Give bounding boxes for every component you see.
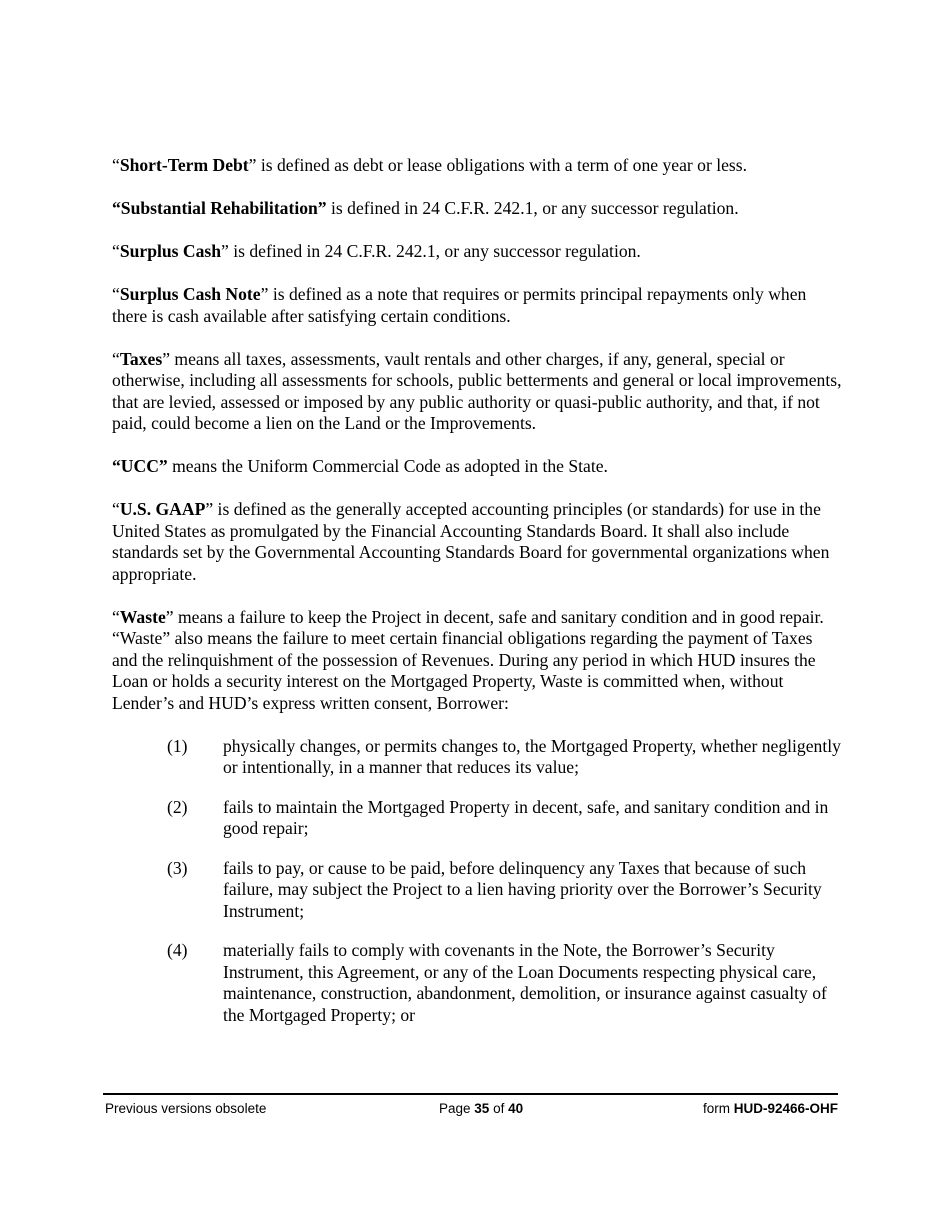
waste-conditions-list [112,736,842,1027]
definition-ucc: “UCC” means the Uniform Commercial Code as adopted in the State. [112,456,608,476]
defined-term: Taxes [119,348,163,369]
list-item-text: materially fails to comply with covenants in the Note, the Borrower’s Security Instrument, this Agreement, or any of the Loan Documents respecting physical care, maintenance, construction, abandonment, demolition, or insurance against casualty of the Mortgaged Property; or [223,940,827,1025]
definition-short-term-debt: “Short-Term Debt” is defined as debt or lease obligations with a term of one year or less. [112,155,747,175]
list-item-number: (3) [167,857,188,878]
defined-term: Waste [119,606,166,627]
defined-term: Surplus Cash Note [119,284,261,304]
definition-substantial-rehabilitation: “Substantial Rehabilitation” is defined in 24 C.F.R. 242.1, or any successor regulation. [112,198,739,218]
definition-surplus-cash-note: “Surplus Cash Note” is defined as a note that requires or permits principal repayments only when there is cash available after satisfying certain conditions. [112,284,807,326]
list-item [112,858,842,923]
list-item-number: (1) [167,735,188,756]
list-item-text: physically changes, or permits changes to, the Mortgaged Property, whether negligently or intentionally, in a manner that reduces its value; [223,735,841,777]
defined-term: “UCC” [112,456,168,476]
defined-term: Short-Term Debt [119,155,249,175]
footer-obsolete-note: Previous versions obsolete [105,1101,267,1116]
list-item-text: fails to pay, or cause to be paid, before delinquency any Taxes that because of such failure, may subject the Project to a lien having priority over the Borrower’s Security Instrument; [223,857,822,921]
list-item-number: (2) [167,796,188,817]
list-item [112,940,842,1026]
form-identifier: form HUD-92466-OHF [702,1101,838,1116]
defined-term: “Substantial Rehabilitation” [112,198,327,218]
defined-term: U.S. GAAP [119,499,206,519]
page-number: Page 35 of 40 [439,1101,524,1116]
definition-taxes: “Taxes” means all taxes, assessments, vault rentals and other charges, if any, general, special or otherwise, including all assessments for schools, public betterments and general or local improvements, that are levied, assessed or imposed by any public authority or quasi-public authority, and that, if not paid, could become a lien on the Land or the Improvements. [112,348,842,433]
definition-surplus-cash: “Surplus Cash” is defined in 24 C.F.R. 242.1, or any successor regulation. [112,241,641,261]
definition-us-gaap: “U.S. GAAP” is defined as the generally accepted accounting principles (or standards) for use in the United States as promulgated by the Financial Accounting Standards Board. It shall also include standards set by the Governmental Accounting Standards Board for governmental organizations when appropriate. [112,499,830,584]
list-item [112,736,842,779]
document-body [112,155,842,1044]
list-item-text: fails to maintain the Mortgaged Property in decent, safe, and sanitary condition and in good repair; [223,796,829,838]
definition-waste: “Waste” means a failure to keep the Project in decent, safe and sanitary condition and in good repair. “Waste” also means the failure to meet certain financial obligations regarding the payment of Taxes and the relinquishment of the possession of Revenues. During any period in which HUD insures the Loan or holds a security interest on the Mortgaged Property, Waste is committed when, without Lender’s and HUD’s express written consent, Borrower: [112,606,824,713]
defined-term: Surplus Cash [119,241,222,261]
list-item-number: (4) [167,940,188,960]
footer-divider [103,1093,838,1095]
list-item [112,797,842,840]
page-footer [105,1101,838,1119]
